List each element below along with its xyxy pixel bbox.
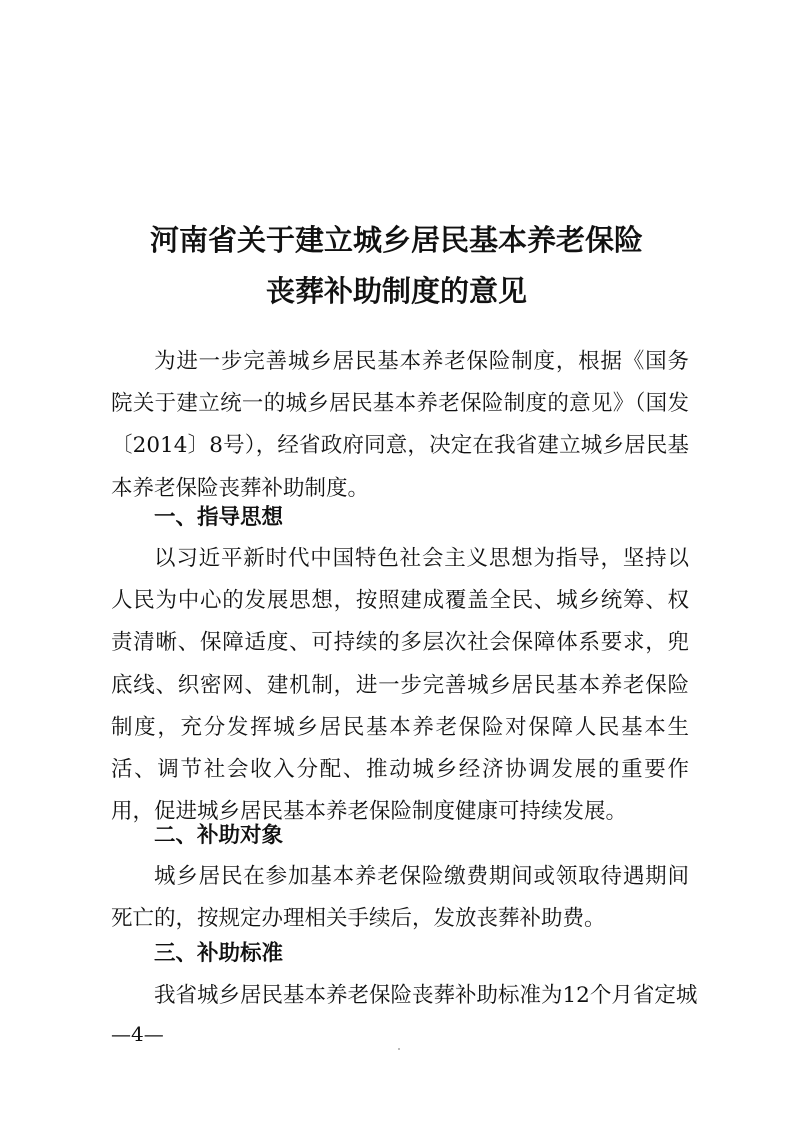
section-1-paragraph: 以习近平新时代中国特色社会主义思想为指导，坚持以人民为中心的发展思想，按照建成覆盖全民、城乡统筹、权责清晰、保障适度、可持续的多层次社会保障体系要求，兜底线、织密网、建机制，进一步完善城乡居民基本养老保险制度，充分发挥城乡居民基本养老保险对保障人民基本生活、调节社会收入分配、推动城乡经济协调发展的重要作用，促进城乡居民基本养老保险制度健康可持续发展。 (111, 546, 689, 825)
document-title-line-1: 河南省关于建立城乡居民基本养老保险 (149, 223, 643, 257)
section-3-heading: 三、补助标准 (154, 941, 284, 966)
scan-speck (398, 1048, 400, 1050)
section-2-heading: 二、补助对象 (154, 823, 284, 848)
section-3-paragraph: 我省城乡居民基本养老保险丧葬补助标准为12个月省定城 (154, 983, 698, 1008)
document-title-line-2: 丧葬补助制度的意见 (265, 274, 527, 308)
section-1-heading: 一、指导思想 (154, 505, 284, 530)
intro-paragraph: 为进一步完善城乡居民基本养老保险制度，根据《国务院关于建立统一的城乡居民基本养老保险制度的意见》（国发〔2014〕8号），经省政府同意，决定在我省建立城乡居民基本养老保险丧葬补助制度。 (111, 349, 689, 501)
page-number: —4— (111, 1022, 164, 1046)
section-2-paragraph: 城乡居民在参加基本养老保险缴费期间或领取待遇期间死亡的，按规定办理相关手续后，发放丧葬补助费。 (111, 864, 689, 932)
